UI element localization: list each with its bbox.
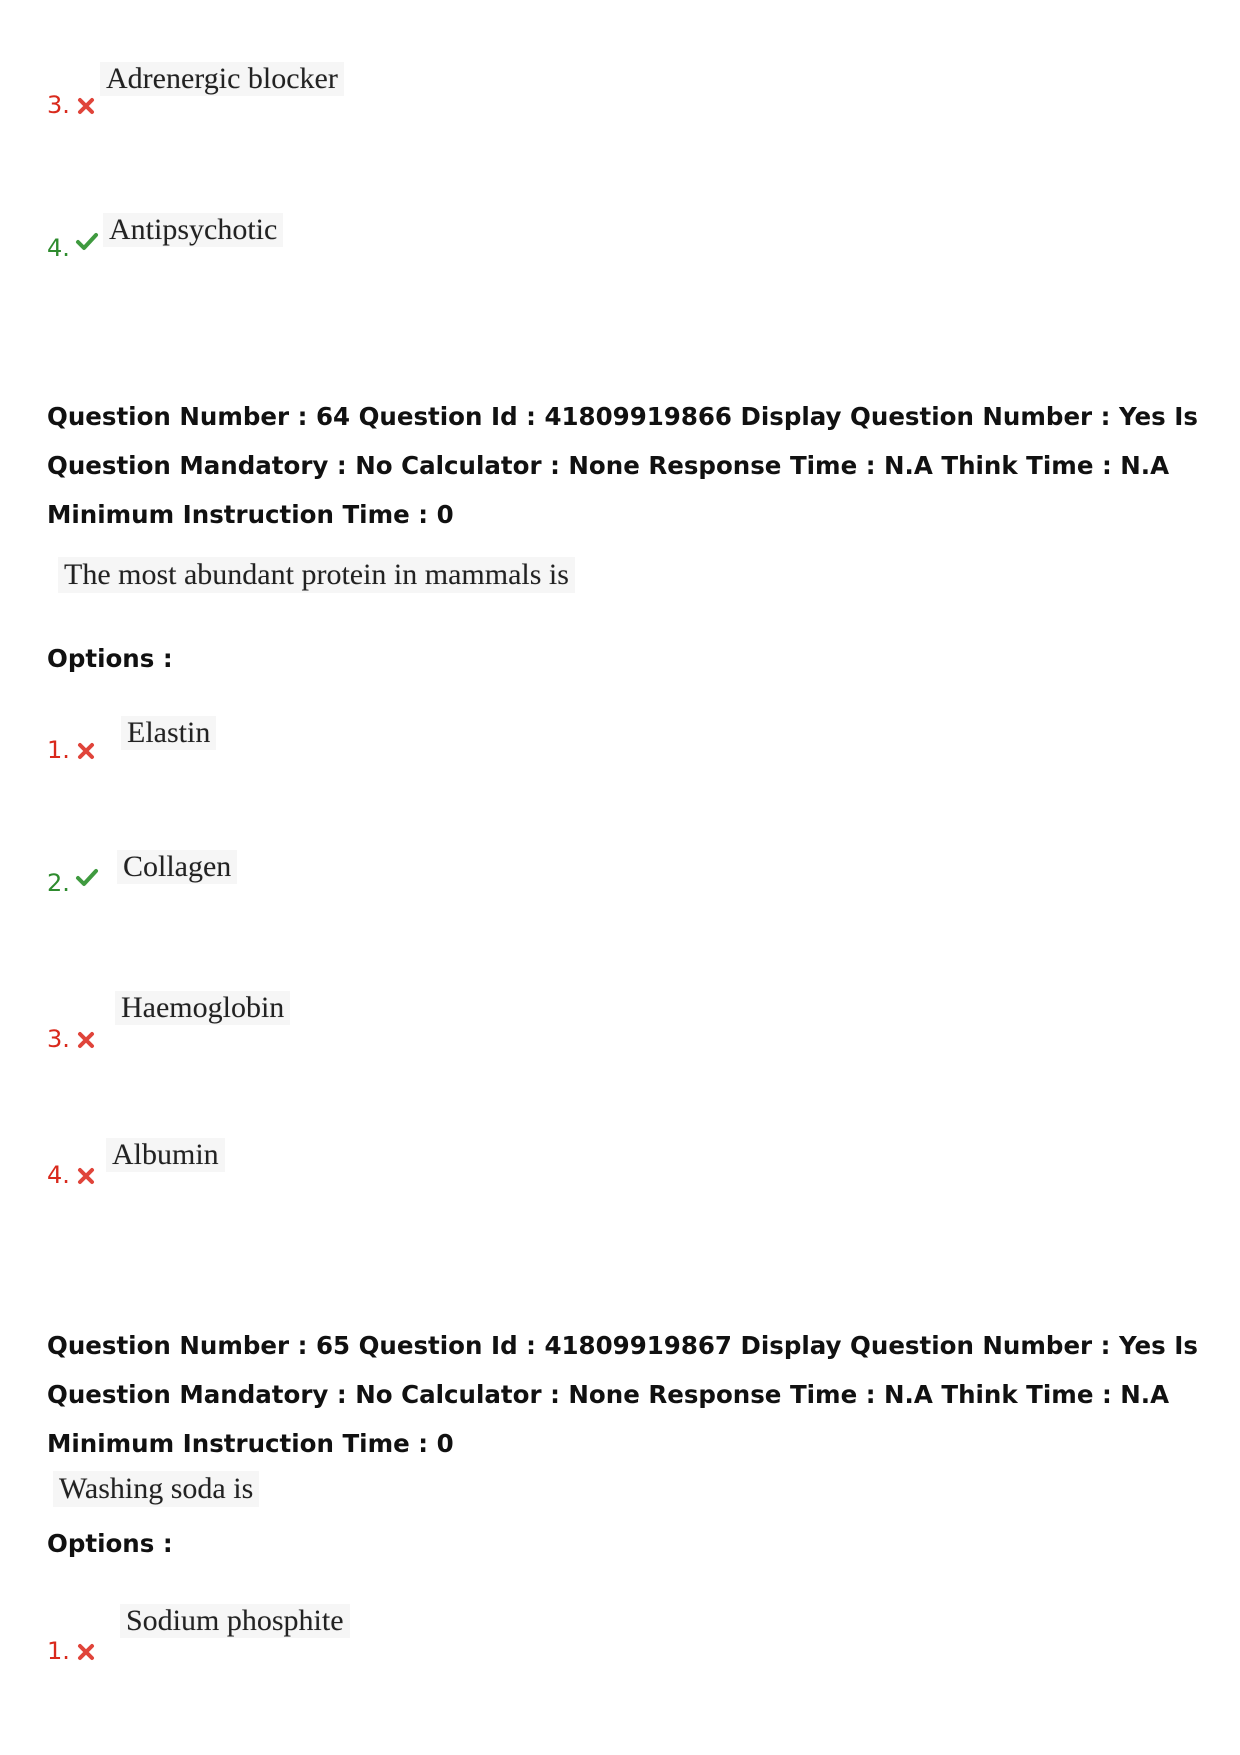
cross-icon — [77, 97, 95, 115]
option-text: Sodium phosphite — [120, 1604, 350, 1638]
check-icon — [75, 232, 99, 252]
option-number: 2. — [47, 869, 70, 897]
option-number: 4. — [47, 1161, 70, 1189]
option-number: 1. — [47, 736, 70, 764]
cross-icon — [77, 1167, 95, 1185]
cross-icon — [77, 1643, 95, 1661]
option-text: Albumin — [106, 1138, 225, 1172]
option-text: Haemoglobin — [115, 991, 290, 1025]
question-text: The most abundant protein in mammals is — [58, 557, 575, 593]
option-text: Adrenergic blocker — [100, 62, 344, 96]
question-meta: Question Number : 64 Question Id : 41809919866 Display Question Number : Yes Is Question Mandatory : No Calculator : None Response Time : N.A Think Time : N.A Minimum Instruction Time : 0 — [47, 402, 1198, 529]
option-number: 3. — [47, 91, 70, 119]
cross-icon — [77, 742, 95, 760]
option-number: 3. — [47, 1025, 70, 1053]
option-number: 4. — [47, 234, 70, 262]
option-number: 1. — [47, 1637, 70, 1665]
question-meta: Question Number : 65 Question Id : 41809919867 Display Question Number : Yes Is Question Mandatory : No Calculator : None Response Time : N.A Think Time : N.A Minimum Instruction Time : 0 — [47, 1331, 1198, 1458]
options-label: Options : — [47, 644, 173, 673]
cross-icon — [77, 1031, 95, 1049]
option-text: Collagen — [117, 850, 237, 884]
option-text: Antipsychotic — [103, 213, 283, 247]
question-text: Washing soda is — [53, 1471, 259, 1507]
options-label: Options : — [47, 1529, 173, 1558]
check-icon — [75, 868, 99, 888]
option-text: Elastin — [121, 716, 216, 750]
